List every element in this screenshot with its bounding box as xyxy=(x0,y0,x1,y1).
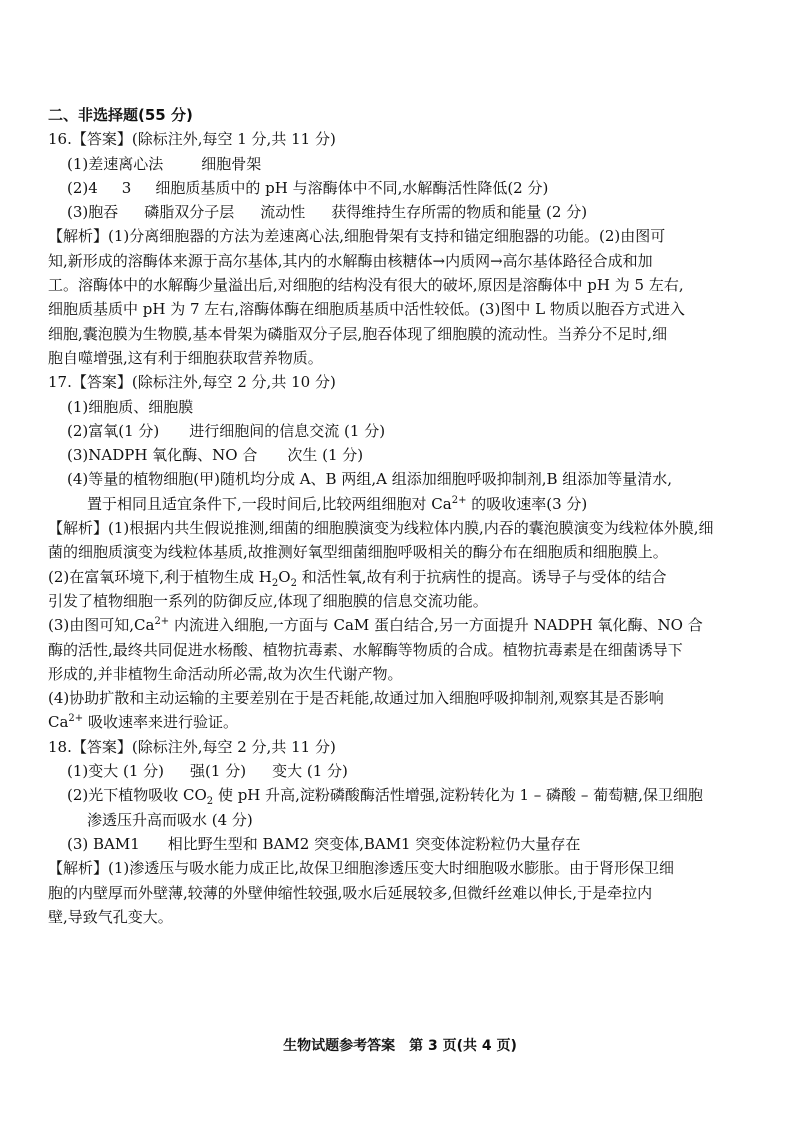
q18-analysis-line: 【解析】(1)渗透压与吸水能力成正比,故保卫细胞渗透压变大时细胞吸水膨胀。由于肾形保卫细 xyxy=(48,859,675,878)
q16-analysis-line: 胞自噬增强,这有利于细胞获取营养物质。 xyxy=(48,348,323,367)
q17-analysis-line: 【解析】(1)根据内共生假说推测,细菌的细胞膜演变为线粒体内膜,内吞的囊泡膜演变为线粒体外膜,细 xyxy=(48,519,714,538)
q16-analysis-line: 细胞质基质中 pH 为 7 左右,溶酶体酶在细胞质基质中活性较低。(3)图中 L 物质以胞吞方式进入 xyxy=(48,300,685,319)
q16-analysis-line: 工。溶酶体中的水解酶少量溢出后,对细胞的结构没有很大的破坏,原因是溶酶体中 pH 为 5 左右, xyxy=(48,276,684,295)
q17-heading: 17.【答案】(除标注外,每空 2 分,共 10 分) xyxy=(48,373,336,392)
page-footer: 生物试题参考答案 第 3 页(共 4 页) xyxy=(283,1038,517,1054)
q17-answer-4: (4)等量的植物细胞(甲)随机均分成 A、B 两组,A 组添加细胞呼吸抑制剂,B 组添加等量清水, xyxy=(67,470,673,489)
q18-answer-3: (3) BAM1 相比野生型和 BAM2 突变体,BAM1 突变体淀粉粒仍大量存在 xyxy=(67,834,581,853)
q16-heading: 16.【答案】(除标注外,每空 1 分,共 11 分) xyxy=(48,130,336,149)
q17-analysis-line: 菌的细胞质演变为线粒体基质,故推测好氧型细菌细胞呼吸相关的酶分布在细胞质和细胞膜上。 xyxy=(48,543,668,562)
answer-content xyxy=(48,103,756,929)
q16-analysis-line: 【解析】(1)分离细胞器的方法为差速离心法,细胞骨架有支持和锚定细胞器的功能。(2)由图可 xyxy=(48,227,666,246)
q17-analysis-line: (3)由图可知$,Ca^{2+}$ 内流进入细胞,一方面与 CaM 蛋白结合,另一方面提升 NADPH 氧化酶、NO 合 xyxy=(48,616,703,635)
q17-analysis-line: (2)在富氧环境下,利于植物生成 $H_2O_2$ 和活性氧,故有利于抗病性的提高。诱导子与受体的结合 xyxy=(48,567,667,589)
q17-answer-4-cont: 置于相同且适宜条件下,一段时间后,比较两组细胞对 $Ca^{2+}$ 的吸收速率(3 分) xyxy=(87,494,588,513)
q18-heading: 18.【答案】(除标注外,每空 2 分,共 11 分) xyxy=(48,737,336,756)
q17-analysis-line: $Ca^{2+}$ 吸收速率来进行验证。 xyxy=(48,713,238,732)
q18-answer-2-cont: 渗透压升高而吸水 (4 分) xyxy=(87,810,253,829)
q16-analysis-line: 细胞,囊泡膜为生物膜,基本骨架为磷脂双分子层,胞吞体现了细胞膜的流动性。当养分不足时,细 xyxy=(48,324,668,343)
q16-answer-3: (3)胞吞 磷脂双分子层 流动性 获得维持生存所需的物质和能量 (2 分) xyxy=(67,203,588,222)
q18-analysis-line: 壁,导致气孔变大。 xyxy=(48,907,173,926)
q18-analysis-line: 胞的内壁厚而外壁薄,较薄的外壁伸缩性较强,吸水后延展较多,但微纤丝难以伸长,于是牵拉内 xyxy=(48,883,653,902)
q17-analysis-line: 引发了植物细胞一系列的防御反应,体现了细胞膜的信息交流功能。 xyxy=(48,591,488,610)
q17-answer-1: (1)细胞质、细胞膜 xyxy=(67,397,194,416)
q16-answer-1: (1)差速离心法 细胞骨架 xyxy=(67,154,262,173)
q17-answer-3: (3)NADPH 氧化酶、NO 合 次生 (1 分) xyxy=(67,446,364,465)
q18-answer-2: (2)光下植物吸收 $CO_2$ 使 pH 升高,淀粉磷酸酶活性增强,淀粉转化为 1 – 磷酸 – 葡萄糖,保卫细胞 xyxy=(67,786,703,808)
q17-analysis-line: (4)协助扩散和主动运输的主要差别在于是否耗能,故通过加入细胞呼吸抑制剂,观察其是否影响 xyxy=(48,689,664,708)
q17-analysis-line: 酶的活性,最终共同促进水杨酸、植物抗毒素、水解酶等物质的合成。植物抗毒素是在细菌诱导下 xyxy=(48,640,683,659)
q17-analysis-line: 形成的,并非植物生命活动所必需,故为次生代谢产物。 xyxy=(48,664,403,683)
q17-answer-2: (2)富氧(1 分) 进行细胞间的信息交流 (1 分) xyxy=(67,421,386,440)
q18-answer-1: (1)变大 (1 分) 强(1 分) 变大 (1 分) xyxy=(67,762,348,781)
q16-analysis-line: 知,新形成的溶酶体来源于高尔基体,其内的水解酶由核糖体→内质网→高尔基体路径合成和加 xyxy=(48,251,653,270)
section-title: 二、非选择题(55 分) xyxy=(48,106,193,124)
q16-answer-2: (2)4 3 细胞质基质中的 pH 与溶酶体中不同,水解酶活性降低(2 分) xyxy=(67,178,549,197)
